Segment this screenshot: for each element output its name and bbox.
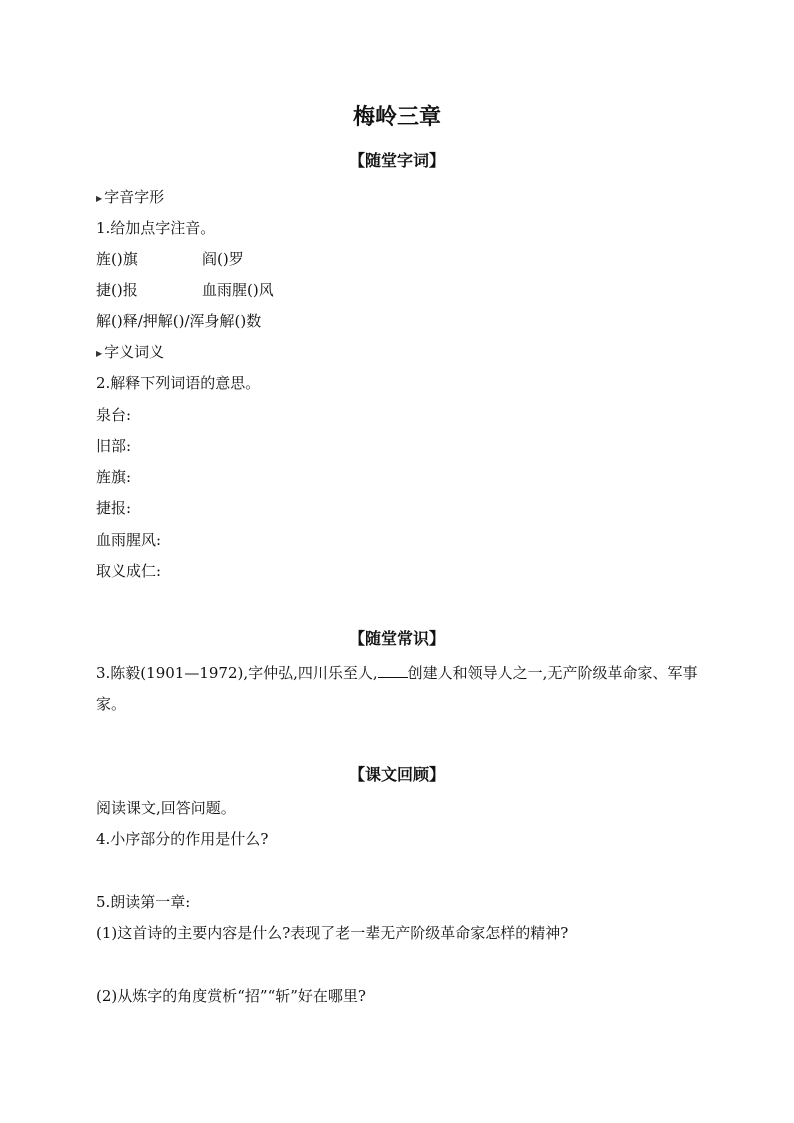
pinyin-row-1: [96, 248, 138, 269]
question-5-1: (1)这首诗的主要内容是什么?表现了老一辈无产阶级革命家怎样的精神?: [96, 924, 569, 942]
fill-in-blank: [378, 663, 408, 678]
pinyin-row-3: 解()释/押解()/浑身解()数: [96, 312, 262, 330]
term-item: 捷报:: [96, 499, 132, 517]
pinyin-item: 阎()罗: [202, 250, 244, 268]
question-4: 4.小序部分的作用是什么?: [96, 830, 269, 848]
term-item: 旌旗:: [96, 468, 132, 486]
triangle-bullet-icon: ▶: [96, 348, 103, 358]
pinyin-item: 血雨腥()风: [202, 281, 274, 299]
question-3-text-end: 创建人和领导人之一,无产阶级革命家、军事家。: [96, 664, 698, 713]
section-heading-review: 【课文回顾】: [348, 765, 445, 784]
review-intro: 阅读课文,回答问题。: [96, 799, 236, 817]
triangle-bullet-icon: ▶: [96, 193, 103, 203]
question-2: 2.解释下列词语的意思。: [96, 374, 261, 392]
section-heading-knowledge: 【随堂常识】: [348, 629, 445, 648]
pinyin-item: 旌()旗: [96, 250, 138, 268]
pinyin-row-2: [96, 279, 138, 300]
subheading-label: 字义词义: [104, 343, 165, 361]
question-1: 1.给加点字注音。: [96, 219, 216, 237]
term-item: 旧部:: [96, 437, 132, 455]
page-title: 梅岭三章: [352, 105, 441, 130]
question-5: 5.朗读第一章:: [96, 893, 191, 911]
subheading-meaning: [96, 341, 164, 362]
pinyin-item: 捷()报: [96, 281, 138, 299]
section-heading-vocabulary: 【随堂字词】: [348, 151, 445, 170]
subheading-label: 字音字形: [104, 188, 165, 206]
term-item: 取义成仁:: [96, 562, 162, 580]
question-5-2: (2)从炼字的角度赏析“招”“斩”好在哪里?: [96, 987, 366, 1005]
term-item: 泉台:: [96, 406, 132, 424]
subheading-pronunciation: [96, 186, 164, 207]
question-3: [96, 658, 700, 720]
term-item: 血雨腥风:: [96, 531, 162, 549]
question-3-text-start: 3.陈毅(1901—1972),字仲弘,四川乐至人,: [96, 664, 378, 682]
